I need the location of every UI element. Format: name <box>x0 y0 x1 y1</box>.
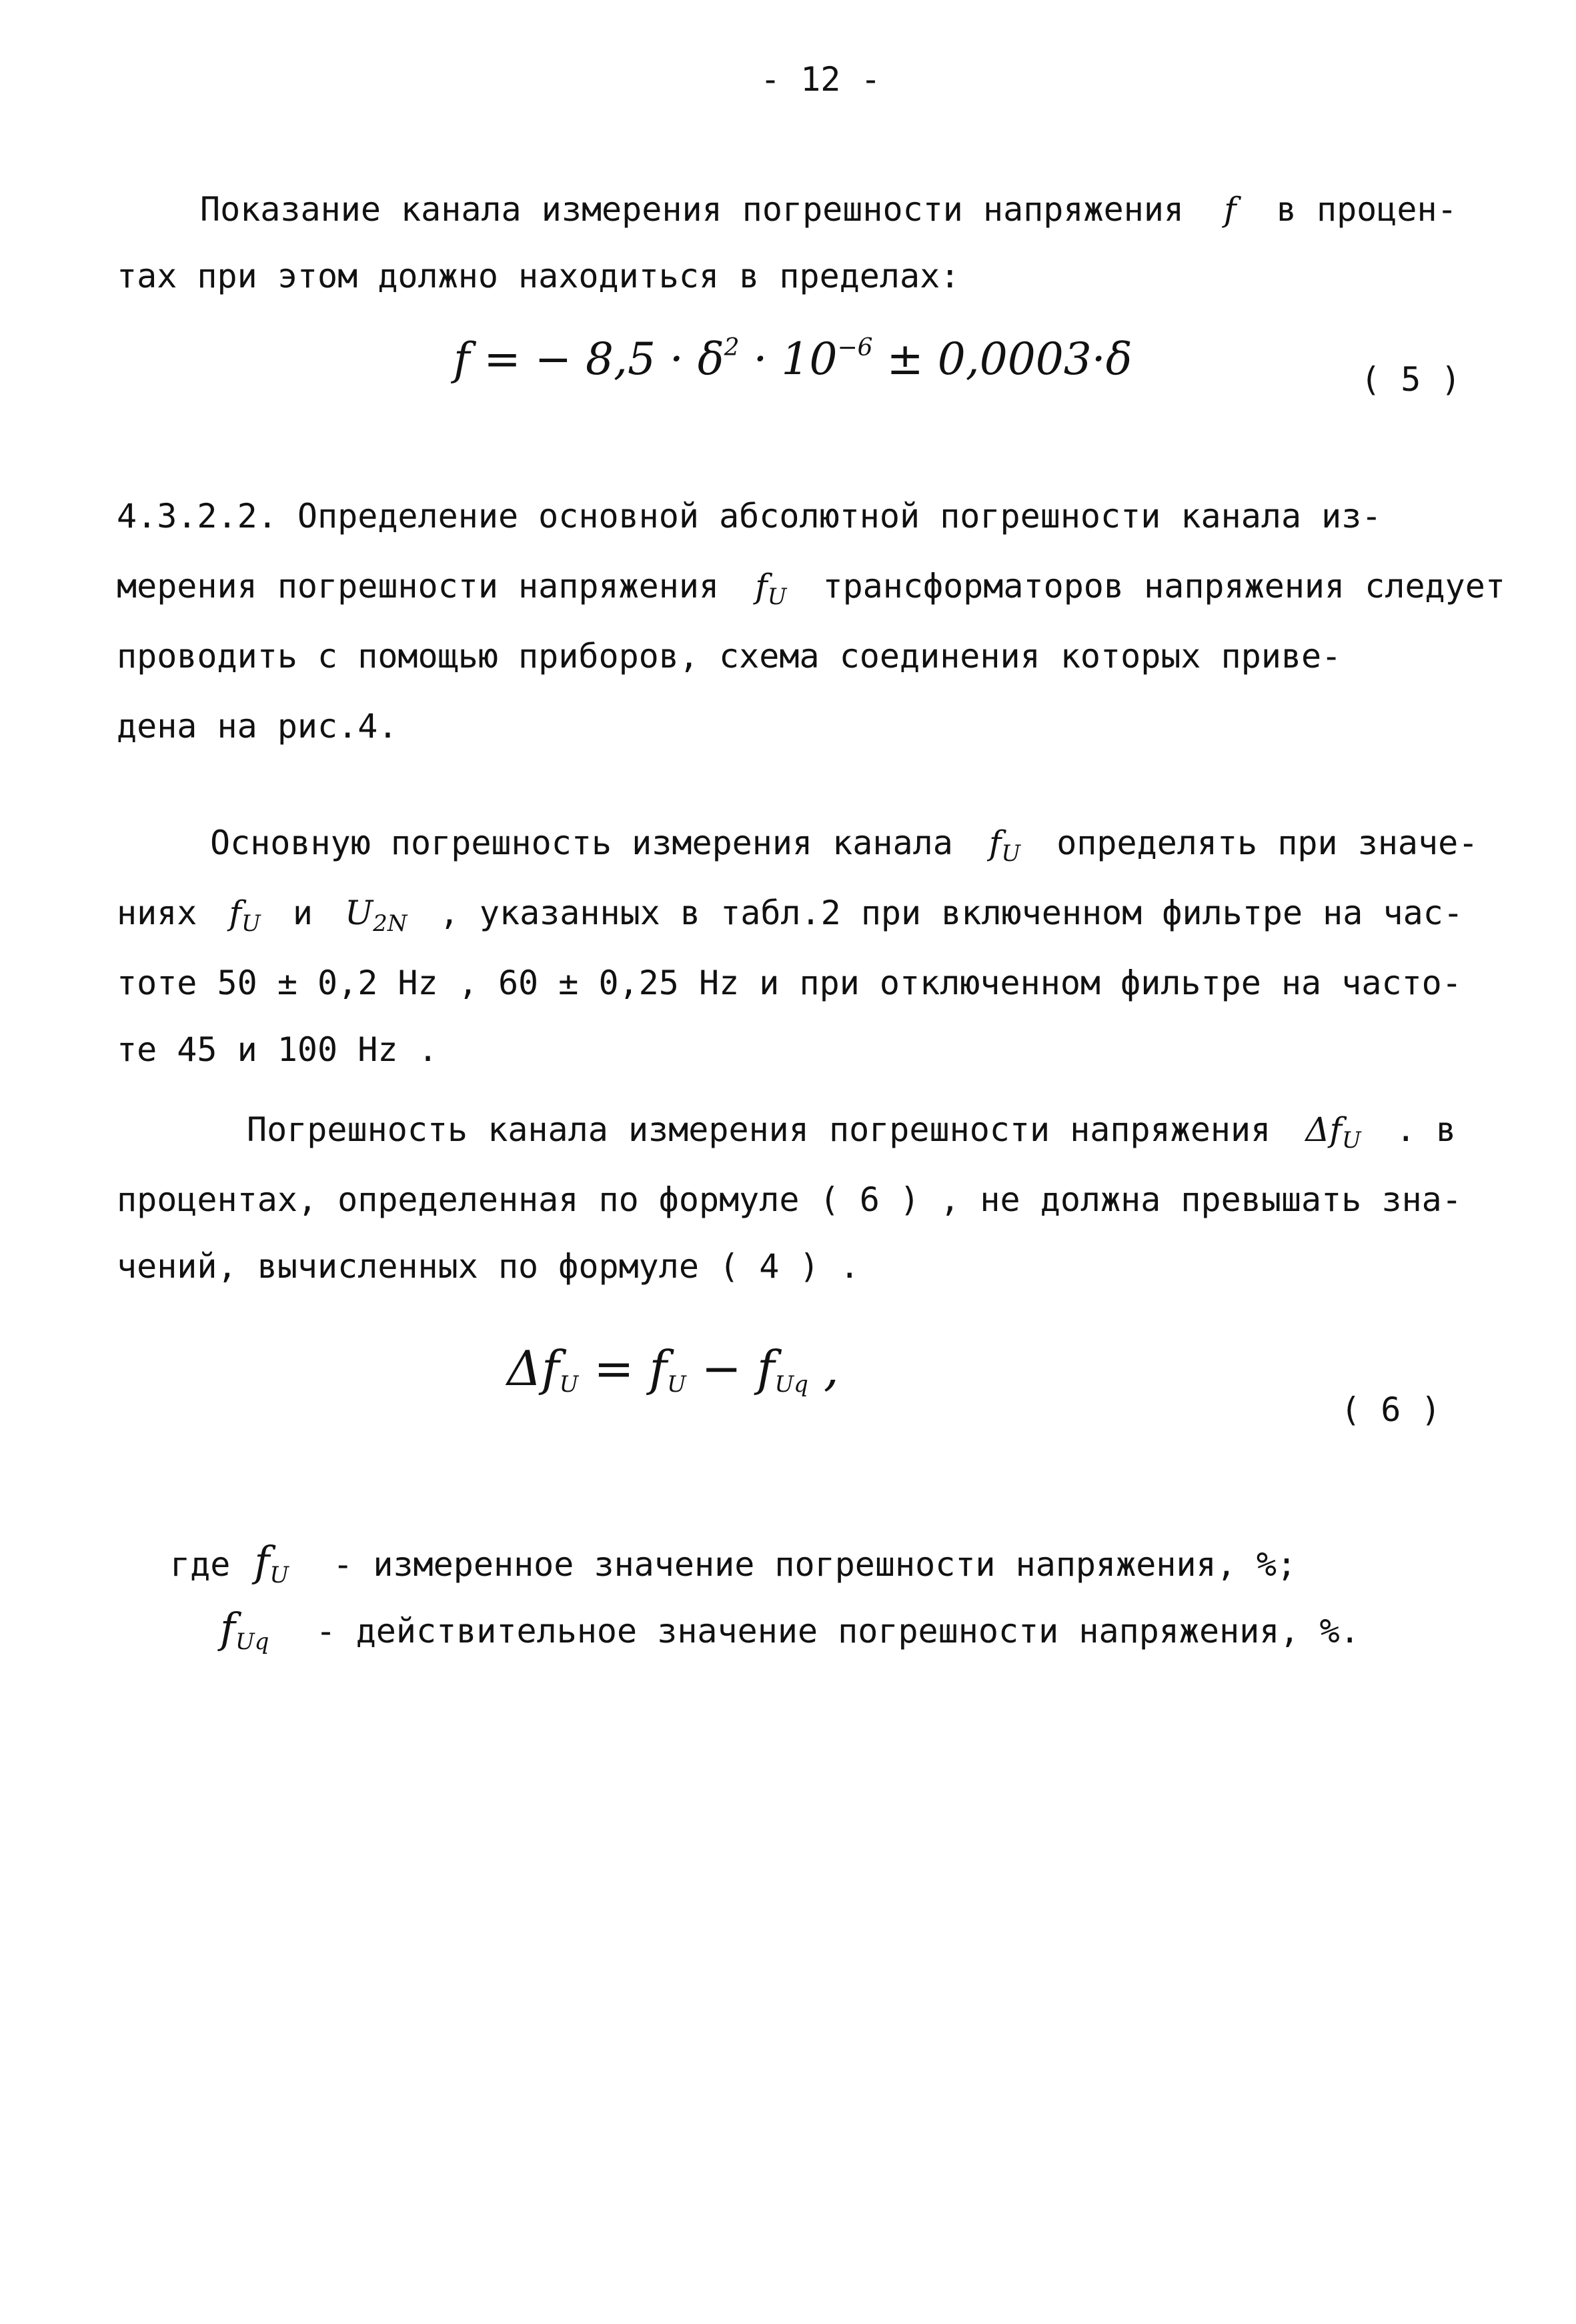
legend-line-2 <box>220 1604 1360 1655</box>
formula-5-exp2: −6 <box>837 334 873 361</box>
formula-6-tail: , <box>823 1340 839 1396</box>
symbol-f-uq: $f_{Uq}$ <box>220 1604 269 1655</box>
paragraph-3-line-3: тоте 50 ± 0,2 Hz , 60 ± 0,25 Hz и при отключенном фильтре на часто- <box>117 964 1462 1002</box>
formula-5-mid: · 10 <box>753 333 838 385</box>
paragraph-2-line-4: дена на рис.4. <box>117 707 398 746</box>
formula-6-eq: = $f_U$ <box>594 1340 686 1398</box>
formula-5-lhs: f <box>454 333 470 385</box>
legend-item-2-text: - действительное значение погрешности напряжения, %. <box>315 1612 1360 1650</box>
paragraph-2-line-2 <box>117 567 1505 610</box>
paragraph-2-line-3: проводить с помощью приборов, схема соединения которых приве- <box>117 637 1342 676</box>
paragraph-3-text-b: , указанных в табл.2 при включенном фильтре на час- <box>439 894 1463 932</box>
paragraph-4-line-3: чений, вычисленных по формуле ( 4 ) . <box>117 1247 860 1286</box>
formula-6-number: ( 6 ) <box>1341 1390 1441 1429</box>
symbol-f-u: $f_U$ <box>254 1537 289 1588</box>
paragraph-4-line-1 <box>247 1110 1456 1154</box>
formula-5-rhs: ± 0,0003·δ <box>886 333 1132 385</box>
paragraph-1-line-1 <box>200 190 1457 229</box>
paragraph-4-text-b: . в <box>1395 1110 1457 1149</box>
formula-5-eq: = − 8,5 · δ <box>484 333 724 385</box>
paragraph-1-text-b: в процен- <box>1276 190 1457 229</box>
paragraph-2-line-1: 4.3.2.2. Определение основной абсолютной погрешности канала из- <box>117 497 1382 535</box>
paragraph-3-text-a: Основную погрешность измерения канала <box>210 824 953 862</box>
paragraph-3-line-1 <box>210 824 1478 867</box>
paragraph-3-line-4: те 45 и 100 Hz . <box>117 1030 438 1069</box>
paragraph-4-line-2: процентах, определенная по формуле ( 6 ) , не должна превышать зна- <box>117 1180 1462 1219</box>
formula-5-number: ( 5 ) <box>1361 360 1461 399</box>
symbol-delta-f-u: $\Delta f_U$ <box>1305 1110 1361 1154</box>
paragraph-3-line-2 <box>117 894 1463 937</box>
page-number: - 12 - <box>760 60 881 99</box>
paragraph-2-text-a: мерения погрешности напряжения <box>117 567 720 606</box>
paragraph-3-text-b: определять при значе- <box>1056 824 1479 862</box>
paragraph-3-text-a: ниях <box>117 894 197 932</box>
legend-line-1 <box>170 1537 1297 1588</box>
formula-6-minus: − $f_{Uq}$ <box>701 1340 808 1398</box>
legend-where: где <box>170 1545 231 1584</box>
symbol-f-u: $f_U$ <box>988 824 1021 867</box>
symbol-u-2n: $U_{2N}$ <box>345 894 408 937</box>
paragraph-2-text-b: трансформаторов напряжения следует <box>822 567 1505 606</box>
conjunction-and: и <box>292 894 313 932</box>
symbol-f-u: $f_U$ <box>229 894 261 937</box>
formula-6-lhs: $\Delta f_U$ <box>507 1340 579 1398</box>
formula-6 <box>507 1340 839 1398</box>
paragraph-1-line-2: тах при этом должно находиться в пределах: <box>117 257 960 295</box>
formula-5-exp1: 2 <box>724 334 740 361</box>
symbol-f: f <box>1224 190 1237 229</box>
symbol-f-u: $f_U$ <box>755 567 787 610</box>
legend-item-1-text: - измеренное значение погрешности напряжения, %; <box>333 1545 1297 1584</box>
paragraph-1-text-a: Показание канала измерения погрешности напряжения <box>200 190 1185 229</box>
paragraph-4-text-a: Погрешность канала измерения погрешности напряжения <box>247 1110 1271 1149</box>
formula-5 <box>454 333 1132 385</box>
